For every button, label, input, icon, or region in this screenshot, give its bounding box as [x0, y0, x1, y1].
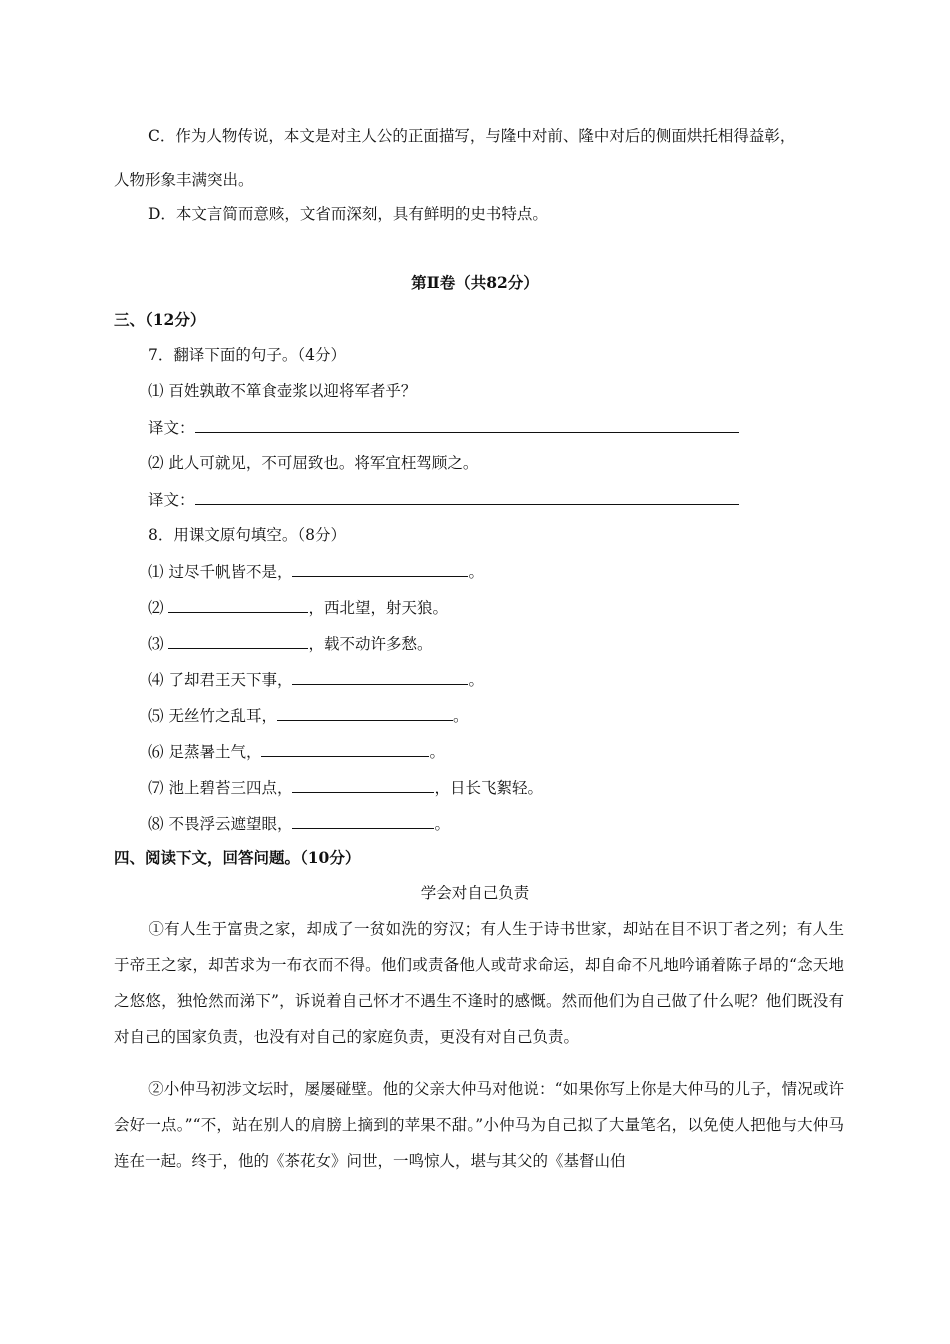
section3-heading: 三、（12分）	[114, 310, 206, 329]
q8-item	[148, 777, 543, 798]
article-paragraph-1	[114, 911, 844, 1055]
item-after: 。	[434, 815, 450, 833]
article-title: 学会对自己负责	[420, 884, 530, 902]
fill-blank[interactable]	[292, 777, 434, 793]
q6-option-d: D．本文言简而意赅，文省而深刻，具有鲜明的史书特点。	[148, 205, 548, 223]
fill-blank[interactable]	[292, 669, 468, 685]
answer-blank-2[interactable]	[195, 489, 739, 505]
item-after: 。	[468, 671, 484, 689]
answer-blank-1[interactable]	[195, 417, 739, 433]
item-number: ⑹	[148, 743, 164, 761]
volume2-title: 第Ⅱ卷（共82分）	[411, 273, 539, 292]
paragraph-text: ②小仲马初涉文坛时，屡屡碰壁。他的父亲大仲马对他说：“如果你写上你是大仲马的儿子，情况或许会好一点。”“不，站在别人的肩膀上摘到的苹果不甜。”小仲马为自己拟了大量笔名，以免使人把他与大仲马连在一起。终于，他的《茶花女》问世，一鸣惊人，堪与其父的《基督山伯	[114, 1080, 844, 1170]
q8-item	[148, 813, 450, 834]
fill-blank[interactable]	[277, 705, 453, 721]
answer-label: 译文：	[148, 419, 195, 437]
q8-item	[148, 597, 448, 618]
fill-blank[interactable]	[292, 813, 434, 829]
item-before: 过尽千帆皆不是，	[168, 563, 293, 581]
item-before: 了却君王天下事，	[168, 671, 293, 689]
item-after: 。	[429, 743, 445, 761]
q8-item	[148, 741, 445, 762]
fill-blank[interactable]	[168, 597, 308, 613]
q8-item	[148, 669, 484, 690]
item-after: 。	[452, 707, 469, 725]
item-after: ，日长飞絮轻。	[434, 779, 543, 797]
answer-label: 译文：	[148, 491, 195, 509]
item-before: 池上碧苔三四点，	[168, 779, 293, 797]
item-number: ⑺	[148, 779, 164, 797]
item-after: ，载不动许多愁。	[308, 635, 433, 653]
item-after: ，西北望，射天狼。	[308, 599, 448, 617]
q7-sentence-1: ⑴ 百姓孰敢不箪食壶浆以迎将军者乎？	[148, 382, 417, 400]
q8-item	[148, 705, 468, 726]
section4-heading: 四、阅读下文，回答问题。（10分）	[114, 848, 361, 867]
fill-blank[interactable]	[261, 741, 429, 757]
item-before: 足蒸暑土气，	[168, 743, 262, 761]
q7-sentence-2: ⑵ 此人可就见，不可屈致也。将军宜枉驾顾之。	[148, 454, 479, 472]
q6-option-c-line1: C．作为人物传说，本文是对主人公的正面描写，与隆中对前、隆中对后的侧面烘托相得益彰，	[148, 127, 796, 145]
item-number: ⑻	[148, 815, 164, 833]
q8-prompt: 8．用课文原句填空。（8分）	[148, 526, 346, 544]
q7-prompt: 7．翻译下面的句子。（4分）	[148, 346, 346, 364]
paragraph-text: ①有人生于富贵之家，却成了一贫如洗的穷汉；有人生于诗书世家，却站在目不识丁者之列；有人生于帝王之家，却苦求为一布衣而不得。他们或责备他人或苛求命运，却自命不凡地吟诵着陈子昂的“念天地之悠悠，独怆然而涕下”，诉说着自己怀才不遇生不逢时的感慨。然而他们为自己做了什么呢？他们既没有对自己的国家负责，也没有对自己的家庭负责，更没有对自己负责。	[114, 920, 844, 1046]
item-before: 不畏浮云遮望眼，	[168, 815, 293, 833]
q6-option-c-line2: 人物形象丰满突出。	[114, 171, 254, 189]
q8-item	[148, 633, 432, 654]
q7-answer-2	[148, 489, 739, 510]
fill-blank[interactable]	[292, 561, 468, 577]
item-number: ⑷	[148, 671, 164, 689]
item-number: ⑶	[148, 635, 164, 653]
article-paragraph-2	[114, 1071, 844, 1179]
item-number: ⑸	[148, 707, 164, 725]
item-before: 无丝竹之乱耳，	[168, 707, 277, 725]
q8-item	[148, 561, 484, 582]
item-number: ⑵	[148, 599, 164, 617]
item-number: ⑴	[148, 563, 164, 581]
q7-answer-1	[148, 417, 739, 438]
fill-blank[interactable]	[168, 633, 308, 649]
item-after: 。	[468, 563, 484, 581]
